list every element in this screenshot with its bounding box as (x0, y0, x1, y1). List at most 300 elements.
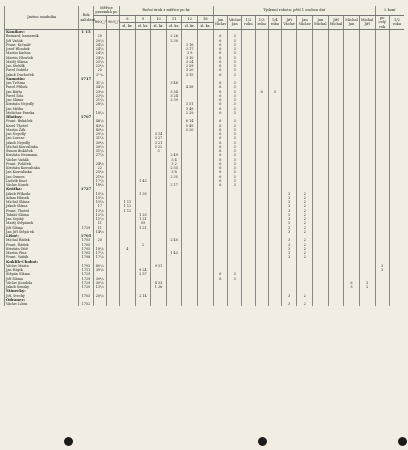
robota-cell (213, 302, 227, 306)
measure-800: 17²/₈ (93, 251, 106, 255)
robota-cell: 3 (228, 170, 242, 174)
interest-cell: 1 25 (135, 213, 151, 217)
robota-cell (389, 302, 404, 306)
robota-cell: 6 (213, 149, 227, 153)
unit-header: zl. kr. (197, 22, 213, 29)
robota-cell: 3 (281, 247, 297, 251)
binder-hole (258, 437, 267, 446)
robota-cell: 6 (213, 68, 227, 72)
settler-name: Václav Kosek (5, 183, 79, 187)
robota-cell: 6 (213, 43, 227, 47)
robota-cell: 6 (213, 136, 227, 140)
settlers-ledger-table (4, 6, 404, 306)
measure-800: 31⁵/₈ (93, 81, 106, 85)
village-name: Krátka: (5, 187, 79, 191)
interest-cell: 1 12 (120, 209, 136, 213)
unit-header: zl. kr. (120, 22, 136, 29)
robota-cell: 3 (375, 264, 389, 268)
interest-cell: 9 51 (151, 264, 167, 268)
village-name: Stínecký: (5, 289, 79, 293)
interest-cell: 3 15 (182, 73, 198, 77)
interest-cell: 3 21 (151, 141, 167, 145)
settler-name: Jan Lorenc (5, 136, 79, 140)
settler-name: Martin Fina (5, 251, 79, 255)
founding-year: 1705 (80, 233, 92, 239)
measure-800: 11²/₈ (93, 217, 106, 221)
interest-cell: 3 51 (182, 102, 198, 106)
robota-cell: 3 (281, 209, 297, 213)
robota-cell: 6 (213, 158, 227, 162)
rate-col-header: 8 (120, 15, 136, 22)
robota-cell: 6 (344, 281, 360, 285)
founding-year: 1711 (79, 268, 93, 272)
robota-cell: 6 (213, 170, 227, 174)
settler-name: Martin Kačina (5, 51, 79, 55)
rate-col-header: 16 (197, 15, 213, 22)
interest-cell: 3 16 (182, 43, 198, 47)
robota-cell: 3 (359, 281, 375, 285)
measure-800: 40⁴/₈ (93, 128, 106, 132)
measure-800: 13²/₈ (93, 209, 106, 213)
unit-header: zl. kr. (135, 22, 151, 29)
robota-cell: 3 (228, 136, 242, 140)
interest-cell: 2 39 (166, 98, 182, 102)
col-horses-header: 2 koní (375, 6, 404, 15)
measure-800: 24³/₈ (93, 51, 106, 55)
measure-800: 21⁴/₈ (93, 175, 106, 179)
measure-800: 23⁶/₈ (93, 90, 106, 94)
robota-cell: 6 (213, 64, 227, 68)
interest-cell: 3 27 (151, 136, 167, 140)
settler-name: Frant. Thoteš (5, 209, 79, 213)
rate-col-header: 12 (182, 15, 198, 22)
settler-name: Matěj Sláma (5, 60, 79, 64)
measure-800: 30²/₈ (93, 281, 106, 285)
robota-cell: 6 (213, 153, 227, 157)
interest-cell: 2 26 (166, 34, 182, 38)
measure-800: 23⁶/₈ (93, 94, 106, 98)
settler-name: Štěpán Sláma (5, 272, 79, 276)
measure-800: 17²/₈ (93, 255, 106, 259)
measure-800: 24⁴/₈ (93, 162, 106, 166)
robota-cell: 2 (297, 230, 313, 234)
col-year-header: Rok založení (79, 6, 93, 30)
robota-cell (268, 302, 281, 306)
robota-cell: 2 (297, 209, 313, 213)
settler-name: Jakub Nejedlý (5, 141, 79, 145)
measure-800: 31¹/₈ (93, 149, 106, 153)
interest-cell: 3 10 (182, 56, 198, 60)
col-800-header: 800□° (93, 15, 106, 29)
interest-cell: 2 35 (166, 175, 182, 179)
settler-name: Kristián Kouvalinka (5, 166, 79, 170)
robota-cell: 6 (213, 162, 227, 166)
robota-cell: 3 (281, 294, 297, 298)
robota-col-header: Michal Jiří (359, 15, 375, 29)
founding-year: 1705 (79, 251, 93, 255)
settler-name: Pavel Šiša (5, 94, 79, 98)
measure-800: 20 (93, 34, 106, 38)
robota-cell: 6 (213, 102, 227, 106)
robota-cell: 3 (228, 85, 242, 89)
settler-name: Jan Bařta (5, 90, 79, 94)
settler-name: Pavel Příbek (5, 85, 79, 89)
robota-cell: 3 (228, 162, 242, 166)
measure-800: 30⁴/₈ (93, 141, 106, 145)
robota-cell: 3 (228, 81, 242, 85)
robota-cell: 6 (213, 73, 227, 77)
founding-year: 1705 (79, 294, 93, 298)
measure-800: 22⁴/₈ (93, 64, 106, 68)
robota-cell: 2 (297, 247, 313, 251)
measure-900 (106, 302, 119, 306)
interest-cell: 2 14 (135, 294, 151, 298)
founding-year: 1705 (79, 264, 93, 268)
settler-name: Jakub Příhoda (5, 192, 79, 196)
village-name: Lišné: (5, 234, 79, 238)
measure-800: 13¹/₈ (93, 285, 106, 289)
village-name: Odranec: (5, 298, 79, 302)
robota-cell (375, 302, 389, 306)
founding-year: 1729 (79, 281, 93, 285)
robota-col-header: Michal Jan (344, 15, 360, 29)
settler-name: Frant. Vaňák (5, 255, 79, 259)
settler-name: Jakub Šenský (5, 285, 79, 289)
robota-cell: 3 (228, 183, 242, 187)
robota-col-header: 1/2 roku (242, 15, 255, 29)
robota-cell: 3 (281, 243, 297, 247)
interest-cell (197, 302, 213, 306)
measure-800: 46⁵/₈ (93, 119, 106, 123)
robota-cell: 3 (281, 200, 297, 204)
robota-col-header: Jiří Michal (328, 15, 344, 29)
measure-800: 14⁴/₈ (93, 230, 106, 234)
interest-cell: 3 24 (182, 60, 198, 64)
unit-header: zl. kr. (151, 22, 167, 29)
founding-year: 1705 (79, 238, 93, 242)
settler-name: Karel Thoteš (5, 124, 79, 128)
measure-800: 15²/₈ (93, 200, 106, 204)
settler-name: Jan Stehlík (5, 64, 79, 68)
col-900-header: 900□° (106, 15, 119, 29)
robota-cell: 2 (297, 226, 313, 230)
settler-name: Václav Marta (5, 264, 79, 268)
robota-cell: 3 (268, 90, 281, 94)
settler-name: Adam Hlasek (5, 196, 79, 200)
interest-cell: 3 17 (182, 47, 198, 51)
interest-cell: 1 11 (120, 200, 136, 204)
settler-name: Melichar Paseka (5, 111, 79, 115)
robota-cell: 3 (228, 124, 242, 128)
robota-cell: 3 (228, 56, 242, 60)
interest-cell: 6 14 (182, 119, 198, 123)
measure-800: 24³/₈ (93, 56, 106, 60)
robota-cell: 2 (297, 213, 313, 217)
interest-cell: 2 (135, 243, 151, 247)
col-interest-header: Roční úrok z měřice po kr. (120, 6, 214, 15)
robota-cell: 2 (297, 200, 313, 204)
robota-cell: 3 (228, 175, 242, 179)
settler-name: Michal Sláma (5, 200, 79, 204)
settler-name: Kristián Nejedlý (5, 102, 79, 106)
interest-cell: 1 31 (135, 217, 151, 221)
settler-name: Kristián Dítě (5, 247, 79, 251)
robota-cell: 6 (213, 60, 227, 64)
interest-cell: 2 17 (166, 183, 182, 187)
interest-cell: 59 (135, 221, 151, 225)
measure-800: 43⁴/₈ (93, 124, 106, 128)
robota-cell: 3 (228, 277, 242, 281)
robota-cell: 3 (228, 64, 242, 68)
measure-800: 39⁵/₈ (93, 268, 106, 272)
measure-800: 25²/₈ (93, 60, 106, 64)
settler-name: Šimon Bukáček (5, 149, 79, 153)
measure-800: 25⁴/₈ (93, 170, 106, 174)
robota-cell: 3 (228, 145, 242, 149)
robota-cell: 3 (375, 268, 389, 272)
robota-cell: 6 (213, 128, 227, 132)
measure-800 (93, 302, 106, 306)
robota-cell: 3 (228, 272, 242, 276)
robota-cell: 3 (228, 153, 242, 157)
robota-cell: 3 (228, 43, 242, 47)
robota-cell: 3 (228, 119, 242, 123)
interest-cell: 3 2 (166, 162, 182, 166)
settler-name: Ludvík Kunt (5, 179, 79, 183)
robota-cell: 6 (213, 90, 227, 94)
measure-800: 30⁴/₈ (93, 277, 106, 281)
robota-cell: 3 (281, 230, 297, 234)
interest-cell: 2 57 (135, 272, 151, 276)
robota-cell: 3 (228, 39, 242, 43)
robota-cell: 3 (344, 285, 360, 289)
settler-name: Martin Hloušek (5, 56, 79, 60)
settler-name: Jan Miška (5, 107, 79, 111)
measure-800: 29⁷/₈ (93, 132, 106, 136)
robota-cell (242, 302, 255, 306)
interest-cell: 1 43 (135, 179, 151, 183)
interest-cell: 3 9 (182, 51, 198, 55)
founding-year: 1729 (79, 285, 93, 289)
robota-cell: 3 (281, 213, 297, 217)
interest-cell: 3 24 (166, 94, 182, 98)
robota-cell: 6 (213, 85, 227, 89)
settler-name: Michal Kouvalinka (5, 145, 79, 149)
robota-cell: 6 (213, 166, 227, 170)
interest-cell: 3 14 (151, 132, 167, 136)
village-name: Samotín: (5, 77, 79, 81)
robota-cell: 6 (213, 34, 227, 38)
robota-cell (359, 302, 375, 306)
founding-year: 1 15 (79, 30, 93, 35)
settler-name: Václav Koudela (5, 281, 79, 285)
robota-cell: 2 (297, 251, 313, 255)
interest-cell (135, 302, 151, 306)
settler-name: Jiří Vaňák (5, 39, 79, 43)
settler-name: Jan Nejedlý (5, 132, 79, 136)
settler-name: Jan Kouvalinka (5, 170, 79, 174)
robota-cell: 6 (213, 98, 227, 102)
unit-header: zl. kr. (166, 22, 182, 29)
founding-year: 1729 (79, 277, 93, 281)
interest-cell: 2 59 (182, 64, 198, 68)
robota-col-header: Jan Michal (313, 15, 329, 29)
measure-800: 15²/₈ (93, 196, 106, 200)
interest-cell: 9 24 (135, 268, 151, 272)
robota-cell: 2 (297, 243, 313, 247)
robota-cell: 3 (228, 73, 242, 77)
header-row-1 (5, 6, 405, 15)
settler-name: Bernard, hamerník (5, 34, 79, 38)
measure-800: 80⁵/₈ (93, 264, 106, 268)
settler-name: Josef Hloušek (5, 47, 79, 51)
settler-name: Frant. Řádek (5, 243, 79, 247)
settler-name: Matěj Stěpánek (5, 221, 79, 225)
robota-cell: 3 (228, 166, 242, 170)
ledger-body (5, 30, 405, 307)
measure-800: 18⁴/₈ (93, 183, 106, 187)
settler-name: Jakub Sláma (5, 204, 79, 208)
settler-name: Jan Osmen (5, 175, 79, 179)
horses-col-header: 1/2 roku (389, 15, 404, 29)
robota-cell: 2 (297, 255, 313, 259)
robota-cell: 3 (228, 158, 242, 162)
settler-name: Jan Sláma (5, 98, 79, 102)
robota-cell (255, 302, 268, 306)
robota-cell: 3 (228, 132, 242, 136)
robota-cell: 3 (228, 47, 242, 51)
robota-cell: 6 (213, 175, 227, 179)
measure-800: 18²/₈ (93, 247, 106, 251)
robota-cell (328, 302, 344, 306)
settler-name: Jan Hájek (5, 268, 79, 272)
village-name: Blatiny: (5, 115, 79, 119)
robota-cell: 3 (281, 302, 297, 306)
settler-name: Jiří Sláma (5, 277, 79, 281)
interest-cell: 3 49 (182, 107, 198, 111)
founding-year: 1705 (79, 247, 93, 251)
robota-cell: 3 (281, 238, 297, 242)
robota-cell: 6 (255, 90, 268, 94)
robota-cell: 3 (228, 68, 242, 72)
binder-hole (64, 437, 73, 446)
founding-year: 1752 (79, 302, 93, 306)
col-robota-header: Týdenní robota: pěší 1 osobou dní (213, 6, 375, 15)
robota-cell: 3 (281, 255, 297, 259)
robota-cell: 2 (297, 302, 313, 306)
interest-cell: 5 49 (182, 124, 198, 128)
measure-800: 24²/₈ (93, 47, 106, 51)
interest-cell: 2 29 (182, 111, 198, 115)
robota-cell: 6 (213, 51, 227, 55)
robota-cell: 3 (228, 149, 242, 153)
robota-cell: 6 (213, 111, 227, 115)
settler-name: Václav Libra (5, 302, 79, 306)
settler-name: Jiří, švecký (5, 294, 79, 298)
robota-cell: 3 (228, 107, 242, 111)
interest-cell (120, 302, 136, 306)
measure-800: 17 (93, 204, 106, 208)
settler-name: Václav Vaňák (5, 158, 79, 162)
settler-name: Pavel Doktůr (5, 68, 79, 72)
robota-cell: 2 (297, 294, 313, 298)
settler-name: Jiří Sláma (5, 226, 79, 230)
robota-cell: 2 (297, 217, 313, 221)
binder-hole (398, 437, 407, 446)
robota-cell: 6 (213, 132, 227, 136)
robota-cell: 3 (228, 51, 242, 55)
interest-cell: 3 (151, 149, 167, 153)
village-name: Konikov: (5, 30, 79, 35)
robota-cell: 6 (213, 56, 227, 60)
robota-cell: 3 (281, 221, 297, 225)
robota-cell: 3 (281, 251, 297, 255)
robota-cell: 2 (297, 196, 313, 200)
settler-name: Tobiáš Sláma (5, 213, 79, 217)
measure-800: 34²/₈ (93, 85, 106, 89)
robota-cell: 2 (297, 238, 313, 242)
robota-cell: 6 (213, 183, 227, 187)
robota-cell: 6 (213, 119, 227, 123)
interest-cell (151, 302, 167, 306)
founding-year: 1729 (79, 272, 93, 276)
measure-800: 25 (93, 68, 106, 72)
interest-cell: 3 48 (166, 81, 182, 85)
robota-cell: 6 (213, 81, 227, 85)
measure-800: 20²/₈ (93, 294, 106, 298)
robota-cell: 6 (213, 145, 227, 149)
interest-cell: 5 20 (182, 128, 198, 132)
robota-cell: 3 (228, 141, 242, 145)
interest-cell: 2 40 (166, 238, 182, 242)
interest-cell (166, 302, 182, 306)
settler-name: Frant. Krčmář (5, 43, 79, 47)
settler-name: Frant. Poláček (5, 162, 79, 166)
measure-800: 30²/₈ (93, 145, 106, 149)
interest-cell: 3 20 (182, 68, 198, 72)
robota-cell: 2 (297, 221, 313, 225)
robota-cell: 6 (213, 179, 227, 183)
settler-name: Martin Žák (5, 128, 79, 132)
robota-cell: 2 (297, 204, 313, 208)
robota-cell: 3 (228, 94, 242, 98)
measure-800: 11 (93, 226, 106, 230)
robota-cell: 6 (213, 94, 227, 98)
interest-cell: 3 4 (166, 158, 182, 162)
settler-name: Kristián Neumann (5, 153, 79, 157)
robota-cell: 6 (213, 272, 227, 276)
robota-cell: 3 (228, 60, 242, 64)
robota-cell: 6 (213, 39, 227, 43)
col-name-header: Jméno osadníka (5, 6, 79, 30)
robota-col-header: 1/3 roku (255, 15, 268, 29)
settler-name: Jan Trčtina (5, 81, 79, 85)
interest-cell: 4 53 (151, 281, 167, 285)
measure-800: 20²/₈ (93, 39, 106, 43)
founding-year: 1717 (80, 75, 92, 81)
measure-800: 11 (93, 221, 106, 225)
measure-800: 2¹²/₈ (93, 73, 106, 77)
robota-cell (228, 302, 242, 306)
robota-cell: 3 (228, 102, 242, 106)
robota-cell: 6 (213, 277, 227, 281)
robota-col-header: Václav Jan (228, 15, 242, 29)
founding-year: 1705 (79, 243, 93, 247)
founding-year: 1727 (80, 186, 92, 192)
robota-cell (344, 302, 360, 306)
robota-col-header: 1/4 roku (268, 15, 281, 29)
horses-col-header: po celý rok (375, 15, 389, 29)
